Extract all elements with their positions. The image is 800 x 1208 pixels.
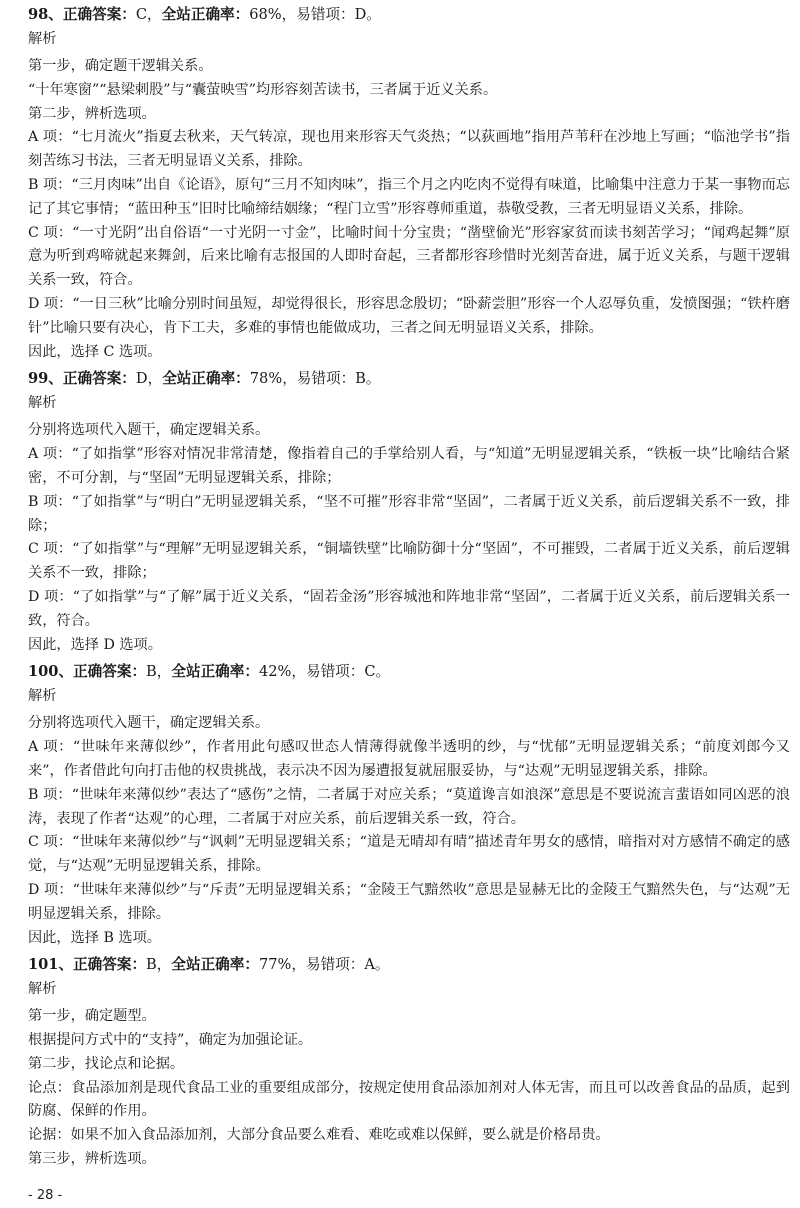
conclusion: 因此，选择 B 选项。 (28, 929, 161, 946)
question-header (28, 366, 790, 391)
option-b-paragraph: B 项：“世味年来薄似纱”表达了“感伤”之情，二者属于对应关系；“莫道谗言如浪深”意思是不要说流言蜚语如同凶恶的浪涛，表现了作者“达观”的心理，二者属于对应关系，前后逻辑关系一致，符合。 (28, 786, 790, 827)
analysis-label: 解析 (28, 688, 57, 705)
paragraph: 根据提问方式中的“支持”，确定为加强论证。 (28, 1032, 313, 1049)
question-99-analysis (28, 366, 790, 657)
accuracy-rate-label: 全站正确率： (171, 663, 259, 681)
paragraph: 第三步，辨析选项。 (28, 1151, 156, 1168)
accuracy-rate-value: 77%，易错项：A。 (258, 956, 390, 974)
accuracy-rate-label: 全站正确率： (162, 370, 250, 388)
evidence-paragraph: 论据：如果不加入食品添加剂，大部分食品要么难看、难吃或难以保鲜，要么就是价格昂贵。 (28, 1127, 610, 1144)
argument-paragraph: 论点：食品添加剂是现代食品工业的重要组成部分，按规定使用食品添加剂对人体无害，而且可以改善食品的品质，起到防腐、保鲜的作用。 (28, 1079, 790, 1120)
paragraph: 第一步，确定题型。 (28, 1008, 156, 1025)
answer-key-label: 正确答案： (62, 370, 136, 388)
option-c-paragraph: C 项：“一寸光阴”出自俗语“一寸光阴一寸金”，比喻时间十分宝贵；“凿壁偷光”形容家贫而读书刻苦学习；“闻鸡起舞”原意为听到鸡啼就起来舞剑，后来比喻有志报国的人即时奋起，三者都形容珍惜时光刻苦奋进，属于近义关系，与题干逻辑关系一致，符合。 (28, 224, 790, 289)
accuracy-rate-value: 68%，易错项：D。 (249, 6, 381, 23)
paragraph: 第一步，确定题干逻辑关系。 (28, 58, 213, 74)
question-header (28, 659, 790, 684)
answer-value: D， (135, 370, 163, 388)
option-d-paragraph: D 项：“了如指掌”与“了解”属于近义关系，“固若金汤”形容城池和阵地非常“坚固”，二者属于近义关系，前后逻辑关系一致，符合。 (28, 588, 790, 629)
option-b-paragraph: B 项：“了如指掌”与“明白”无明显逻辑关系，“坚不可摧”形容非常“坚固”，二者属于近义关系，前后逻辑关系不一致，排除； (28, 493, 790, 534)
option-a-paragraph: A 项：“世味年来薄似纱”，作者用此句感叹世态人情薄得就像半透明的纱，与“忧郁”无明显逻辑关系；“前度刘郎今又来”，作者借此句向打击他的权贵挑战，表示决不因为屡遭报复就屈服妥协，与“达观”无明显逻辑关系，排除。 (28, 739, 790, 779)
option-c-paragraph: C 项：“了如指掌”与“理解”无明显逻辑关系，“铜墙铁壁”比喻防御十分“坚固”，不可摧毁，二者属于近义关系，前后逻辑关系不一致，排除； (28, 541, 790, 582)
paragraph: 分别将选项代入题干，确定逻辑关系。 (28, 715, 270, 732)
document-body (28, 2, 790, 1174)
paragraph: “十年寒窗”“悬梁刺股”与“囊萤映雪”均形容刻苦读书，三者属于近义关系。 (28, 81, 498, 98)
option-d-paragraph: D 项：“一日三秋”比喻分别时间虽短，却觉得很长，形容思念殷切；“卧薪尝胆”形容一个人忍辱负重，发愤图强；“铁杵磨针”比喻只要有决心，肯下工夫，多难的事情也能做成功，三者之间无明显语义关系，排除。 (28, 295, 790, 336)
answer-key-label: 正确答案： (62, 6, 136, 23)
question-100-analysis (28, 659, 790, 950)
accuracy-rate-value: 42%，易错项：C。 (258, 663, 391, 681)
question-number: 99、 (28, 370, 63, 388)
analysis-label: 解析 (28, 395, 57, 412)
analysis-label: 解析 (28, 31, 57, 47)
analysis-label: 解析 (28, 981, 57, 998)
conclusion: 因此，选择 C 选项。 (28, 343, 162, 360)
answer-key-label: 正确答案： (73, 663, 147, 681)
answer-value: B， (146, 956, 172, 974)
question-number: 101、 (28, 956, 74, 974)
answer-value: C， (135, 6, 162, 23)
page-number: - 28 - (28, 1188, 63, 1203)
option-a-paragraph: A 项：“七月流火”指夏去秋来，天气转凉，现也用来形容天气炎热；“以荻画地”指用芦苇秆在沙地上写画；“临池学书”指刻苦练习书法，三者无明显语义关系，排除。 (28, 129, 790, 170)
question-101-analysis (28, 952, 790, 1172)
answer-value: B， (146, 663, 172, 681)
accuracy-rate-value: 78%，易错项：B。 (249, 370, 381, 388)
question-number: 100、 (28, 663, 74, 681)
question-header (28, 2, 790, 27)
option-a-paragraph: A 项：“了如指掌”形容对情况非常清楚，像指着自己的手掌给别人看，与“知道”无明显逻辑关系，“铁板一块”比喻结合紧密，不可分割，与“坚固”无明显逻辑关系，排除； (28, 446, 790, 486)
option-c-paragraph: C 项：“世味年来薄似纱”与“讽刺”无明显逻辑关系；“道是无晴却有晴”描述青年男女的感情，暗指对对方感情不确定的感觉，与“达观”无明显逻辑关系，排除。 (28, 834, 790, 875)
conclusion: 因此，选择 D 选项。 (28, 636, 162, 653)
accuracy-rate-label: 全站正确率： (161, 6, 250, 23)
option-d-paragraph: D 项：“世味年来薄似纱”与“斥责”无明显逻辑关系；“金陵王气黯然收”意思是显赫无比的金陵王气黯然失色，与“达观”无明显逻辑关系，排除。 (28, 881, 790, 922)
question-header (28, 952, 790, 977)
question-number: 98、 (28, 6, 63, 23)
accuracy-rate-label: 全站正确率： (171, 956, 259, 974)
option-b-paragraph: B 项：“三月肉味”出自《论语》，原句“三月不知肉味”，指三个月之内吃肉不觉得有味道，比喻集中注意力于某一事物而忘记了其它事情；“蓝田种玉”旧时比喻缔结姻缘；“程门立雪”形容尊师重道，恭敬受教，三者无明显语义关系，排除。 (28, 176, 790, 217)
paragraph: 第二步，辨析选项。 (28, 105, 156, 122)
question-98-analysis (28, 2, 790, 364)
answer-key-label: 正确答案： (73, 956, 147, 974)
paragraph: 分别将选项代入题干，确定逻辑关系。 (28, 422, 270, 439)
paragraph: 第二步，找论点和论据。 (28, 1055, 185, 1072)
